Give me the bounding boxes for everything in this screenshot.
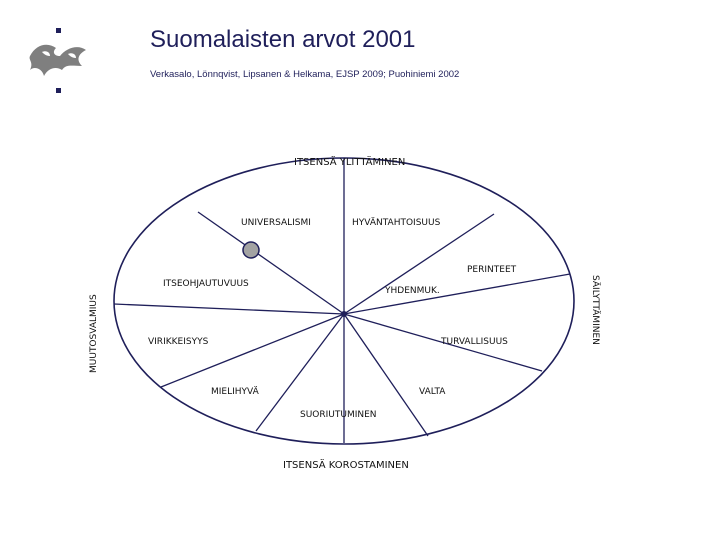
position-marker bbox=[243, 242, 259, 258]
label-turvallisuus: TURVALLISUUS bbox=[441, 337, 508, 347]
label-muutosvalmius: MUUTOSVALMIUS bbox=[89, 294, 99, 373]
center-point bbox=[341, 311, 347, 317]
label-itsensa-ylittaminen: ITSENSÄ YLITTÄMINEN bbox=[294, 157, 406, 168]
sector-line-right bbox=[344, 274, 570, 314]
label-valta: VALTA bbox=[419, 387, 446, 397]
label-mielihyva: MIELIHYVÄ bbox=[211, 387, 259, 397]
label-sailyttaminen: SÄILYTTÄMINEN bbox=[590, 275, 600, 345]
label-itsensa-korostaminen: ITSENSÄ KOROSTAMINEN bbox=[283, 460, 409, 471]
label-universalismi: UNIVERSALISMI bbox=[241, 218, 311, 228]
label-hyvantahtoisuus: HYVÄNTAHTOISUUS bbox=[352, 218, 441, 228]
page-title: Suomalaisten arvot 2001 bbox=[150, 26, 416, 53]
sector-line-left bbox=[114, 304, 344, 314]
label-itseohjautuvuus: ITSEOHJAUTUVUUS bbox=[163, 279, 249, 289]
label-yhdenmuk: YHDENMUK. bbox=[385, 286, 440, 296]
label-suoriutuminen: SUORIUTUMINEN bbox=[300, 410, 377, 420]
label-perinteet: PERINTEET bbox=[467, 265, 517, 275]
label-virikkeisyys: VIRIKKEISYYS bbox=[148, 337, 209, 347]
sector-line-upper-right bbox=[344, 214, 494, 314]
page-subtitle: Verkasalo, Lönnqvist, Lipsanen & Helkama, EJSP 2009; Puohiniemi 2002 bbox=[150, 69, 460, 80]
